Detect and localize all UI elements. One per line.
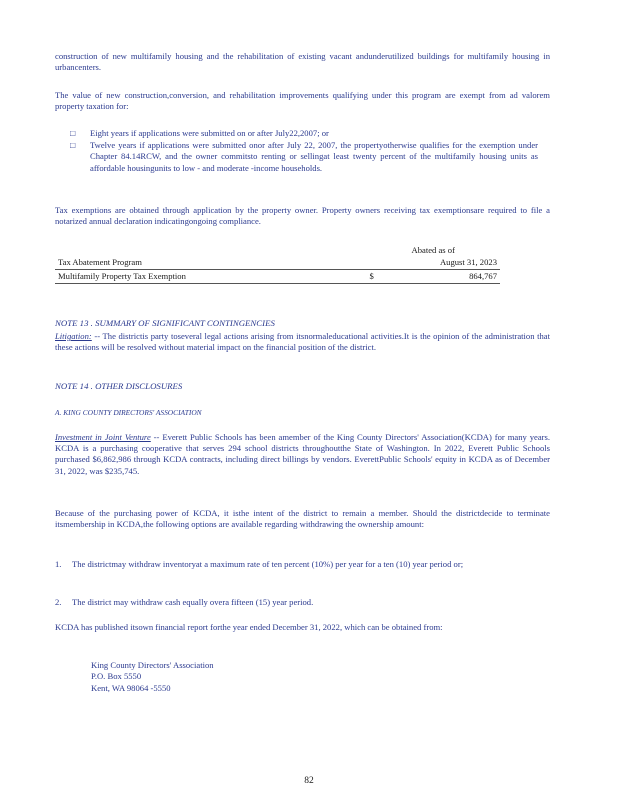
bullet-text: Eight years if applications were submitted on or after July22,2007; or: [90, 128, 329, 138]
intro-paragraph: [55, 51, 550, 73]
note13-paragraph: [55, 331, 550, 353]
mailing-address: [91, 660, 214, 694]
purchasing-paragraph-text: Because of the purchasing power of KCDA, it isthe intent of the district to remain a member. Should the districtdecide to terminate itsmembership in KCDA,the following options are available regarding withdrawing the ownership amount:: [55, 508, 550, 530]
table-cell-currency: $: [367, 270, 403, 284]
option-number: 1.: [55, 559, 62, 569]
option-text: The district may withdraw cash equally overa fifteen (15) year period.: [72, 597, 314, 607]
checkbox-bullet-icon: □: [70, 140, 76, 151]
table-header-abated-line2: August 31, 2023: [439, 257, 497, 267]
litigation-label: Litigation:: [55, 331, 92, 341]
tax-abatement-table: [55, 243, 500, 284]
note13-heading: [55, 318, 550, 329]
table-header-abated-line1: Abated as of: [411, 245, 455, 255]
note14-subheading: [55, 407, 550, 418]
joint-venture-label: Investment in Joint Venture: [55, 432, 151, 442]
table-row: [55, 270, 500, 284]
table-header-row: [55, 243, 500, 270]
table-cell-amount: 864,767: [402, 270, 500, 284]
option-item: [55, 597, 550, 608]
report-paragraph-text: KCDA has published itsown financial report forthe year ended December 31, 2022, which can be obtained from:: [55, 622, 443, 632]
table-header-program: Tax Abatement Program: [55, 243, 367, 270]
table-header-abated: [367, 243, 501, 270]
note14-heading: [55, 381, 550, 392]
table-cell-program: Multifamily Property Tax Exemption: [55, 270, 367, 284]
exemptions-paragraph: [55, 205, 550, 227]
page-number: 82: [304, 776, 314, 786]
note13-heading-text: NOTE 13 . SUMMARY OF SIGNIFICANT CONTINGENCIES: [55, 318, 275, 328]
kcda-subheading: A. KING COUNTY DIRECTORS' ASSOCIATION: [55, 408, 202, 417]
bullet-item: [70, 128, 538, 139]
address-line: Kent, WA 98064 -5550: [91, 682, 171, 693]
report-paragraph: [55, 622, 550, 633]
address-line: P.O. Box 5550: [91, 671, 142, 682]
bullet-item: [70, 140, 538, 174]
exemptions-paragraph-text: Tax exemptions are obtained through application by the property owner. Property owners receiving tax exemptionsare required to file a notarized annual declaration indicatingongoing compliance.: [55, 205, 550, 227]
intro-text: construction of new multifamily housing and the rehabilitation of existing vacant andunderutilized buildings for multifamily housing in urbancenters.: [55, 51, 550, 73]
note14-text: -- Everett Public Schools has been amember of the King County Directors' Association(KCDA) for many years. KCDA is a purchasing cooperative that serves 294 school districts throughoutthe State of Washington. In 2022, Everett Public Schools purchased $6,862,986 through KCDA contracts, including direct billings by vendors. EverettPublic Schools' equity in KCDA as of December 31, 2022, was $235,745.: [55, 432, 550, 476]
option-item: [55, 559, 550, 570]
address-line: King County Directors' Association: [91, 660, 214, 670]
note14-heading-text: NOTE 14 . OTHER DISCLOSURES: [55, 381, 183, 391]
value-paragraph: [55, 90, 550, 112]
option-number: 2.: [55, 597, 62, 607]
purchasing-paragraph: [55, 508, 550, 530]
note14-paragraph: [55, 432, 550, 477]
note13-text: -- The districtis party toseveral legal actions arising from itsnormaleducational activities.It is the opinion of the administration that these actions will be resolved without material impact on the financial position of the district.: [55, 331, 550, 353]
option-text: The districtmay withdraw inventoryat a maximum rate of ten percent (10%) per year for a ten (10) year period or;: [72, 559, 464, 569]
bullet-text: Twelve years if applications were submitted onor after July 22, 2007, the propertyotherwise qualifies for the exemption under Chapter 84.14RCW, and the owner commitsto renting or sellingat least twenty percent of the multifamily housing units as affordable housingunits to low - and moderate -income households.: [90, 140, 538, 173]
checkbox-bullet-icon: □: [70, 128, 76, 138]
exemption-bullets: [70, 128, 538, 174]
value-paragraph-text: The value of new construction,conversion, and rehabilitation improvements qualifying under this program are exempt from ad valorem property taxation for:: [55, 90, 550, 112]
